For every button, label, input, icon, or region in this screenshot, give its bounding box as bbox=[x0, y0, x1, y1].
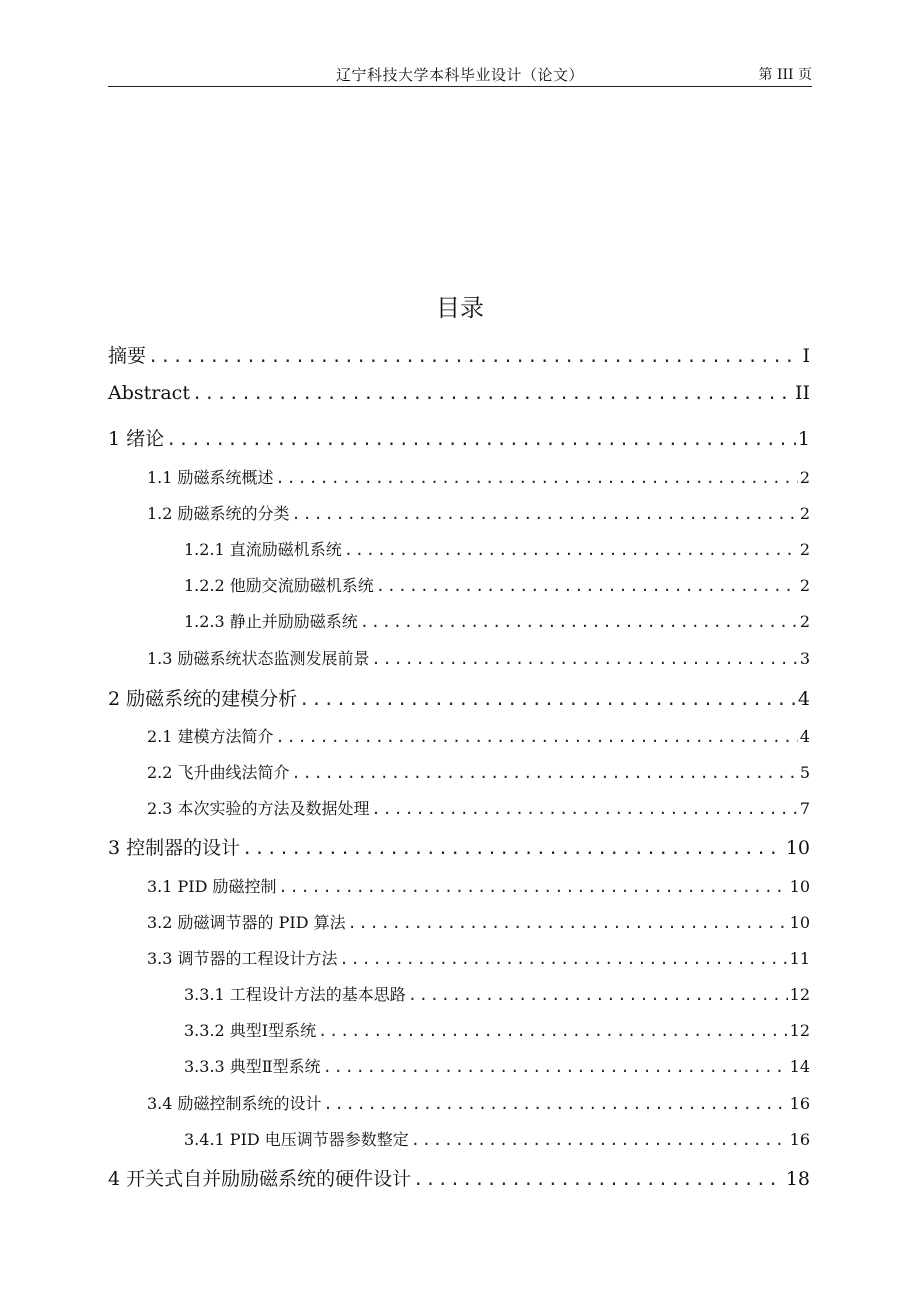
toc-entry-label: 3 控制器的设计 bbox=[108, 837, 241, 859]
toc-leader-dots bbox=[318, 1022, 788, 1040]
toc-entry[interactable] bbox=[108, 833, 810, 860]
toc-entry[interactable] bbox=[184, 982, 810, 1005]
toc-entry[interactable] bbox=[147, 910, 810, 933]
toc-entry-label: 1.1 励磁系统概述 bbox=[147, 468, 274, 487]
toc-entry[interactable] bbox=[108, 424, 810, 451]
toc-entry-label: 1.2.1 直流励磁机系统 bbox=[184, 540, 342, 559]
toc-entry[interactable] bbox=[184, 537, 810, 560]
toc-entry-page: 4 bbox=[799, 727, 810, 746]
toc-entry[interactable] bbox=[147, 465, 810, 488]
toc-entry-label: 1.2 励磁系统的分类 bbox=[147, 504, 290, 523]
toc-entry-label: 1.2.2 他励交流励磁机系统 bbox=[184, 576, 374, 595]
toc-leader-dots bbox=[148, 347, 800, 367]
page-header bbox=[108, 64, 812, 87]
toc-entry-label: 4 开关式自并励励磁系统的硬件设计 bbox=[108, 1168, 412, 1190]
toc-entry-label: 1.2.3 静止并励励磁系统 bbox=[184, 612, 358, 631]
toc-entry-label: 3.3.1 工程设计方法的基本思路 bbox=[184, 985, 406, 1004]
toc-entry-label: 2.1 建模方法简介 bbox=[147, 727, 274, 746]
toc-entry[interactable] bbox=[108, 1164, 810, 1191]
toc-leader-dots bbox=[323, 1058, 788, 1076]
toc-title: 目录 bbox=[436, 294, 484, 322]
toc-entry-page: 2 bbox=[799, 504, 810, 523]
toc-entry-page: 2 bbox=[799, 540, 810, 559]
toc-entry[interactable] bbox=[147, 760, 810, 783]
toc-leader-dots bbox=[411, 1131, 788, 1149]
toc-entry-page: 11 bbox=[789, 949, 810, 968]
toc-leader-dots bbox=[192, 384, 793, 404]
toc-entry[interactable] bbox=[147, 796, 810, 819]
toc-leader-dots bbox=[340, 950, 788, 968]
toc-entry[interactable] bbox=[147, 646, 810, 669]
toc-entry[interactable] bbox=[184, 609, 810, 632]
toc-entry-page: 18 bbox=[785, 1168, 810, 1190]
toc-leader-dots bbox=[372, 650, 798, 668]
toc-entry-label: 3.4.1 PID 电压调节器参数整定 bbox=[184, 1130, 409, 1149]
toc-leader-dots bbox=[276, 469, 798, 487]
toc-entry-label: 1 绪论 bbox=[108, 428, 165, 450]
toc-leader-dots bbox=[372, 800, 798, 818]
toc-entry[interactable] bbox=[147, 1091, 810, 1114]
toc-entry-label: 1.3 励磁系统状态监测发展前景 bbox=[147, 649, 370, 668]
toc-leader-dots bbox=[324, 1095, 788, 1113]
toc-entry-page: 1 bbox=[797, 428, 810, 450]
toc-entry-page: 16 bbox=[789, 1094, 810, 1113]
toc-entry-label: 2.3 本次实验的方法及数据处理 bbox=[147, 799, 370, 818]
toc-leader-dots bbox=[279, 878, 788, 896]
toc-entry[interactable] bbox=[147, 724, 810, 747]
toc-entry[interactable] bbox=[108, 382, 810, 404]
header-title: 辽宁科技大学本科毕业设计（论文） bbox=[335, 66, 584, 84]
toc-entry-label: Abstract bbox=[108, 382, 190, 404]
toc-entry-page: 2 bbox=[799, 468, 810, 487]
toc-leader-dots bbox=[299, 690, 796, 710]
toc-leader-dots bbox=[348, 914, 788, 932]
toc-entry-page: 7 bbox=[799, 799, 810, 818]
toc-leader-dots bbox=[292, 505, 798, 523]
toc-entry[interactable] bbox=[147, 874, 810, 897]
toc-leader-dots bbox=[166, 430, 796, 450]
toc-entry[interactable] bbox=[184, 1127, 810, 1150]
toc-entry-label: 3.3 调节器的工程设计方法 bbox=[147, 949, 338, 968]
toc-leader-dots bbox=[242, 839, 784, 859]
toc-entry[interactable] bbox=[147, 946, 810, 969]
toc-entry-label: 3.4 励磁控制系统的设计 bbox=[147, 1094, 322, 1113]
toc-entry-label: 2.2 飞升曲线法简介 bbox=[147, 763, 290, 782]
toc-entry-page: 3 bbox=[799, 649, 810, 668]
toc-entry-label: 3.2 励磁调节器的 PID 算法 bbox=[147, 913, 346, 932]
toc-entry-page: 12 bbox=[789, 1021, 810, 1040]
toc-leader-dots bbox=[376, 577, 798, 595]
toc-entry-label: 3.1 PID 励磁控制 bbox=[147, 877, 277, 896]
toc-leader-dots bbox=[344, 541, 798, 559]
toc-entry-label: 3.3.3 典型Ⅱ型系统 bbox=[184, 1057, 321, 1076]
toc-entry[interactable] bbox=[147, 501, 810, 524]
toc-leader-dots bbox=[276, 728, 798, 746]
toc-entry-page: 10 bbox=[789, 913, 810, 932]
toc-entry-page: 16 bbox=[789, 1130, 810, 1149]
toc-leader-dots bbox=[360, 613, 798, 631]
toc-entry-page: I bbox=[802, 345, 810, 367]
header-page-number: 第 III 页 bbox=[758, 67, 812, 83]
toc-entry-label: 2 励磁系统的建模分析 bbox=[108, 688, 298, 710]
toc-entry-page: II bbox=[794, 382, 810, 404]
toc-leader-dots bbox=[408, 986, 788, 1004]
toc-entry-page: 10 bbox=[789, 877, 810, 896]
toc-entry-page: 2 bbox=[799, 576, 810, 595]
toc-entry[interactable] bbox=[184, 573, 810, 596]
toc-entry-page: 4 bbox=[797, 688, 810, 710]
toc-entry[interactable] bbox=[108, 341, 810, 368]
toc-entry-page: 12 bbox=[789, 985, 810, 1004]
toc-entry[interactable] bbox=[108, 684, 810, 711]
toc-entry-page: 5 bbox=[799, 763, 810, 782]
toc-entry-label: 摘要 bbox=[108, 345, 147, 367]
toc-entry-page: 14 bbox=[789, 1057, 810, 1076]
toc-entry-label: 3.3.2 典型Ⅰ型系统 bbox=[184, 1021, 317, 1040]
toc-leader-dots bbox=[413, 1170, 784, 1190]
toc-entry[interactable] bbox=[184, 1054, 810, 1077]
toc-entry-page: 10 bbox=[785, 837, 810, 859]
toc-entry[interactable] bbox=[184, 1018, 810, 1041]
toc-entry-page: 2 bbox=[799, 612, 810, 631]
toc-leader-dots bbox=[292, 764, 798, 782]
